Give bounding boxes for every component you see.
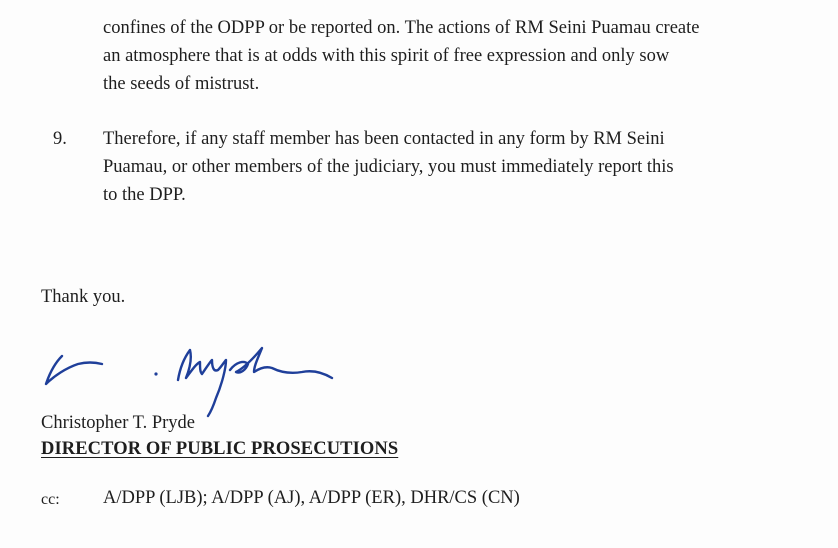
item-number: 9. — [53, 129, 67, 149]
closing-line: Thank you. — [41, 287, 126, 307]
paragraph-line: Therefore, if any staff member has been contacted in any form by RM Seini — [103, 129, 665, 149]
signer-title: DIRECTOR OF PUBLIC PROSECUTIONS — [41, 439, 399, 459]
paragraph-continuation — [103, 14, 803, 98]
paragraph-line: Puamau, or other members of the judiciary, you must immediately report this — [103, 157, 674, 177]
paragraph-line: an atmosphere that is at odds with this spirit of free expression and only sow — [103, 46, 670, 66]
paragraph-item-9 — [103, 125, 803, 209]
paragraph-line: confines of the ODPP or be reported on. The actions of RM Seini Puamau create — [103, 18, 700, 38]
paragraph-line: the seeds of mistrust. — [103, 74, 260, 94]
cc-recipients: A/DPP (LJB); A/DPP (AJ), A/DPP (ER), DHR/CS (CN) — [103, 488, 520, 508]
paragraph-line: to the DPP. — [103, 185, 186, 205]
signature-icon — [40, 338, 340, 420]
cc-label: cc: — [41, 491, 60, 508]
signer-name: Christopher T. Pryde — [41, 413, 195, 433]
